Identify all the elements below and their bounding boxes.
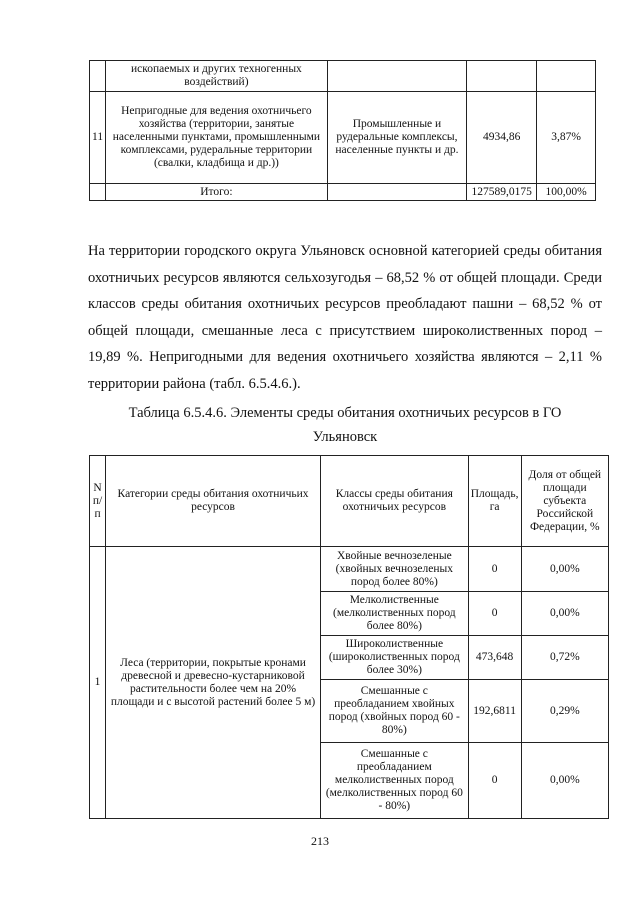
table-row [90,547,609,592]
cell-share: 3,87% [537,92,596,184]
header-category: Категории среды обитания охотничьих ресурсов [106,456,321,547]
cell-area [467,61,537,92]
table-row-total [90,184,596,201]
cell-area: 0 [468,592,521,636]
habitat-table [89,455,609,819]
cell-num [90,61,106,92]
cell-num [90,184,106,201]
cell-area: 473,648 [468,636,521,680]
continuation-table [89,60,596,201]
header-area: Площадь, га [468,456,521,547]
cell-category: Непригодные для ведения охотничьего хозяйства (территории, занятые населенными пунктами, промышленными комплексами, рудеральные территории (свалки, кладбища и др.)) [106,92,328,184]
cell-category: Леса (территории, покрытые кронами древесной и древесно-кустарниковой растительности более чем на 20% площади и с высотой растений более 5 м) [106,547,321,819]
cell-classes: Мелколиственные (мелколиственных пород более 80%) [321,592,469,636]
cell-share [537,61,596,92]
cell-classes: Широколиственные (широколиственных пород более 30%) [321,636,469,680]
table-caption-line2: Ульяновск [312,429,378,445]
header-classes: Классы среды обитания охотничьих ресурсов [321,456,469,547]
cell-classes [327,184,466,201]
cell-share: 0,29% [521,680,608,743]
cell-num: 1 [90,547,106,819]
table-row [90,61,596,92]
cell-area: 4934,86 [467,92,537,184]
cell-share: 0,00% [521,547,608,592]
cell-total-share: 100,00% [537,184,596,201]
header-share: Доля от общей площади субъекта Российской Федерации, % [521,456,608,547]
table-caption-line1: Таблица 6.5.4.6. Элементы среды обитания охотничьих ресурсов в ГО [128,405,562,421]
cell-total-area: 127589,0175 [467,184,537,201]
cell-area: 0 [468,547,521,592]
cell-num: 11 [90,92,106,184]
cell-classes: Смешанные с преобладанием мелколиственных пород (мелколиственных пород 60 - 80%) [321,743,469,819]
cell-classes: Хвойные вечнозеленые (хвойных вечнозеленых пород более 80%) [321,547,469,592]
table-header-row [90,456,609,547]
cell-share: 0,00% [521,743,608,819]
page-number: 213 [311,834,329,848]
cell-classes: Смешанные с преобладанием хвойных пород (хвойных пород 60 - 80%) [321,680,469,743]
table-row [90,92,596,184]
cell-classes [327,61,466,92]
cell-share: 0,00% [521,592,608,636]
body-paragraph: На территории городского округа Ульяновск основной категорией среды обитания охотничьих ресурсов являются сельхозугодья – 68,52 % от общей площади. Среди классов среды обитания охотничьих ресурсов преобладают пашни – 68,52 % от общей площади, смешанные леса с присутствием широколиственных пород – 19,89 %. Непригодными для ведения охотничьего хозяйства являются – 2,11 % территории района (табл. 6.5.4.6.). [88,243,602,392]
header-num: N п/п [90,456,106,547]
cell-area: 192,6811 [468,680,521,743]
cell-classes: Промышленные и рудеральные комплексы, населенные пункты и др. [327,92,466,184]
cell-share: 0,72% [521,636,608,680]
cell-category: ископаемых и других техногенных воздействий) [106,61,328,92]
cell-area: 0 [468,743,521,819]
cell-total-label: Итого: [106,184,328,201]
